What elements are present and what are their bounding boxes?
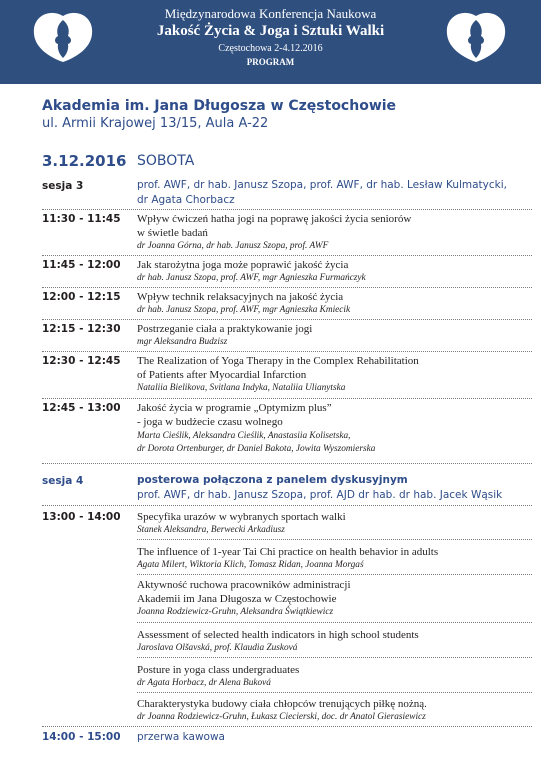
divider	[42, 398, 532, 399]
session-title: posterowa połączona z panelem dyskusyjnym	[137, 474, 408, 486]
poster-authors: Jaroslava Olšavská, prof. Klaudia Zusková	[137, 643, 298, 653]
talk-title-line: w świetle badań	[137, 227, 208, 239]
talk-time: 12:45 - 13:00	[42, 402, 121, 414]
talk-authors: dr Joanna Górna, dr hab. Janusz Szopa, prof. AWF	[137, 241, 329, 251]
talk-time: 12:30 - 12:45	[42, 355, 121, 367]
poster-authors: dr Joanna Rodziewicz-Gruhn, Łukasz Ciecierski, doc. dr Anatol Gierasiewicz	[137, 712, 426, 722]
talk-authors-line: dr Dorota Ortenburger, dr Daniel Bakota, Jowita Wyszomierska	[137, 444, 376, 454]
talk-time: 11:30 - 11:45	[42, 213, 121, 225]
divider	[42, 351, 532, 352]
poster-authors: Stanek Aleksandra, Berwecki Arkadiusz	[137, 525, 285, 535]
poster-authors: Joanna Rodziewicz-Gruhn, Aleksandra Świątkiewicz	[137, 607, 334, 617]
talk-title	[137, 212, 532, 240]
divider	[42, 255, 532, 256]
divider	[42, 319, 532, 320]
conference-type: Międzynarodowa Konferencja Naukowa	[164, 6, 377, 21]
talk-authors-line: Marta Cieślik, Aleksandra Cieślik, Anastasiia Kolisetska,	[137, 431, 351, 441]
divider	[137, 657, 532, 658]
divider	[137, 622, 532, 623]
talk-title: Wpływ technik relaksacyjnych na jakość życia	[137, 291, 344, 303]
talk-authors: dr hab. Janusz Szopa, prof. AWF, mgr Agnieszka Kmiecik	[137, 305, 351, 315]
talk-title-line: - joga w budżecie czasu wolnego	[137, 416, 283, 428]
divider	[42, 463, 532, 464]
talk-title: Jak starożytna joga może poprawić jakość życia	[137, 259, 349, 271]
day-weekday: SOBOTA	[137, 153, 195, 169]
talk-title	[137, 401, 532, 429]
talk-time: 12:00 - 12:15	[42, 291, 121, 303]
coffee-break-time: 14:00 - 15:00	[42, 731, 121, 743]
poster-title: Charakterystyka budowy ciała chłopców trenujących piłkę nożną.	[137, 698, 427, 710]
poster-title-line: Akademii im Jana Długosza w Częstochowie	[137, 593, 337, 605]
talk-title-line: Wpływ ćwiczeń hatha jogi na poprawę jakości życia seniorów	[137, 213, 412, 225]
talk-title-line: Jakość życia w programie „Optymizm plus”	[137, 402, 332, 414]
divider	[137, 574, 532, 575]
day-date: 3.12.2016	[42, 152, 127, 170]
conference-title: Jakość Życia & Joga i Sztuki Walki	[156, 23, 385, 39]
venue-address: ul. Armii Krajowej 13/15, Aula A-22	[42, 116, 269, 131]
talk-time: 11:45 - 12:00	[42, 259, 121, 271]
session-label: sesja 4	[42, 475, 84, 487]
talk-time: 12:15 - 12:30	[42, 323, 121, 335]
talk-authors: Nataliia Bielikova, Svitlana Indyka, Nataliia Ulianytska	[137, 383, 346, 393]
talk-authors: dr hab. Janusz Szopa, prof. AWF, mgr Agnieszka Furmańczyk	[137, 273, 366, 283]
session-chairs-line: dr Agata Chorbacz	[137, 194, 235, 206]
poster-title: Assessment of selected health indicators in high school students	[137, 629, 419, 641]
divider	[137, 539, 532, 540]
divider	[42, 726, 532, 727]
poster-title: Specyfika urazów w wybranych sportach walki	[137, 511, 346, 523]
session-chairs: prof. AWF, dr hab. Janusz Szopa, prof. AJD dr hab. dr hab. Jacek Wąsik	[137, 489, 503, 501]
poster-title: Posture in yoga class undergraduates	[137, 664, 300, 676]
session-label: sesja 3	[42, 180, 84, 192]
poster-authors: dr Agata Horbacz, dr Alena Buková	[137, 678, 271, 688]
twin-heads-logo-icon	[443, 10, 509, 64]
poster-title	[137, 578, 532, 606]
session-chairs-line: prof. AWF, dr hab. Janusz Szopa, prof. AWF, dr hab. Lesław Kulmatycki,	[137, 179, 507, 191]
talk-title	[137, 354, 532, 382]
talk-title-line: The Realization of Yoga Therapy in the Complex Rehabilitation	[137, 355, 419, 367]
talk-authors	[137, 430, 537, 456]
divider	[42, 287, 532, 288]
poster-session-time: 13:00 - 14:00	[42, 511, 121, 523]
program-label: PROGRAM	[246, 57, 295, 67]
conference-place-date: Częstochowa 2-4.12.2016	[218, 43, 323, 54]
program-header	[0, 0, 541, 84]
poster-authors: Agata Milert, Wiktoria Klich, Tomasz Ridan, Joanna Morgaś	[137, 560, 364, 570]
divider	[42, 209, 532, 210]
talk-authors: mgr Aleksandra Budzisz	[137, 337, 228, 347]
divider	[137, 692, 532, 693]
session-chairs	[137, 178, 537, 208]
talk-title: Postrzeganie ciała a praktykowanie jogi	[137, 323, 313, 335]
poster-title-line: Aktywność ruchowa pracowników administracji	[137, 579, 351, 591]
coffee-break-label: przerwa kawowa	[137, 731, 225, 743]
talk-title-line: of Patients after Myocardial Infarction	[137, 369, 307, 381]
page-bottom-edge	[0, 766, 541, 774]
divider	[42, 505, 532, 506]
venue-name: Akademia im. Jana Długosza w Częstochowie	[42, 98, 397, 114]
poster-title: The influence of 1-year Tai Chi practice on health behavior in adults	[137, 546, 439, 558]
